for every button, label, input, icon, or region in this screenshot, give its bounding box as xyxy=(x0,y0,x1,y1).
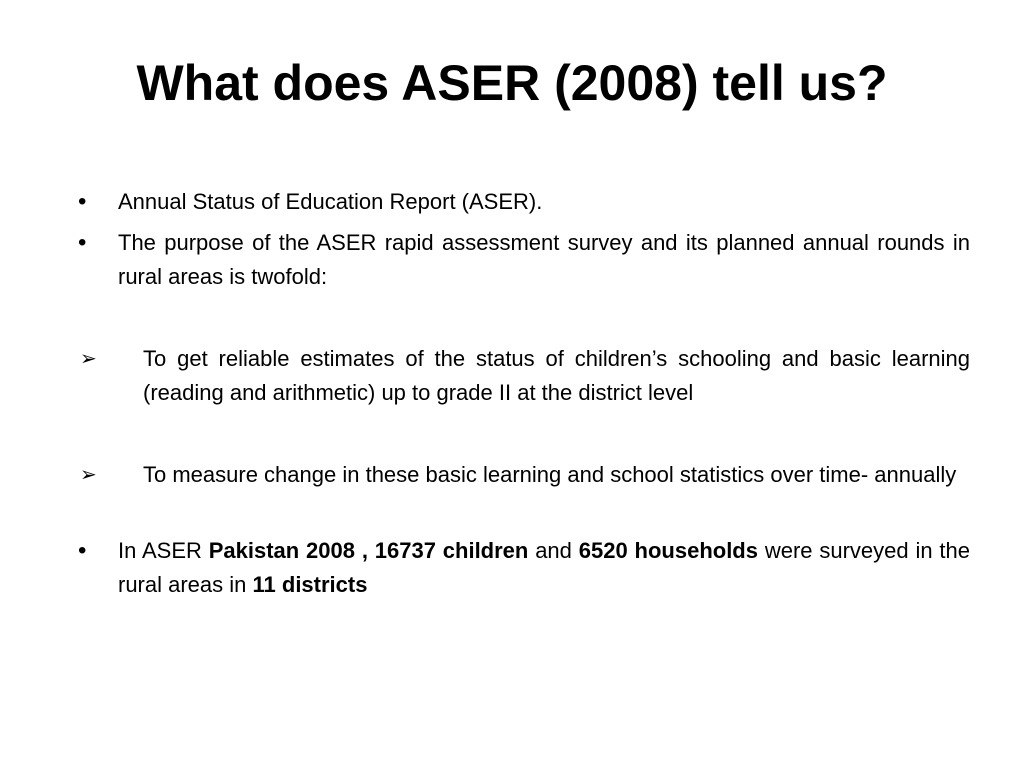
bold-text-run: Pakistan 2008 , 16737 children xyxy=(208,538,529,563)
text-run: and xyxy=(528,538,579,563)
bullet-dot-icon: • xyxy=(78,537,87,564)
bullet-text: The purpose of the ASER rapid assessment survey and its planned annual rounds in rural areas is twofold: xyxy=(118,230,970,289)
bullet-text: Annual Status of Education Report (ASER). xyxy=(118,189,543,214)
text-run: were surveyed in the rural areas in xyxy=(118,538,970,597)
bullet-dot-icon: • xyxy=(78,188,87,215)
bullet-dot-icon: • xyxy=(78,229,87,256)
arrow-bullet-icon: ➢ xyxy=(80,348,97,370)
bold-text-run: 11 districts xyxy=(252,572,368,597)
arrow-bullet-icon: ➢ xyxy=(80,464,97,486)
text-run: In ASER xyxy=(118,538,209,563)
sub-bullet-text: To measure change in these basic learning and school statistics over time- annually xyxy=(143,462,957,487)
slide-title: What does ASER (2008) tell us? xyxy=(136,55,888,111)
sub-bullet-text: To get reliable estimates of the status of children’s schooling and basic learning (reading and arithmetic) up to grade II at the district level xyxy=(143,346,970,405)
bullet-text-survey xyxy=(118,534,970,602)
bold-text-run: 6520 households xyxy=(578,538,758,563)
